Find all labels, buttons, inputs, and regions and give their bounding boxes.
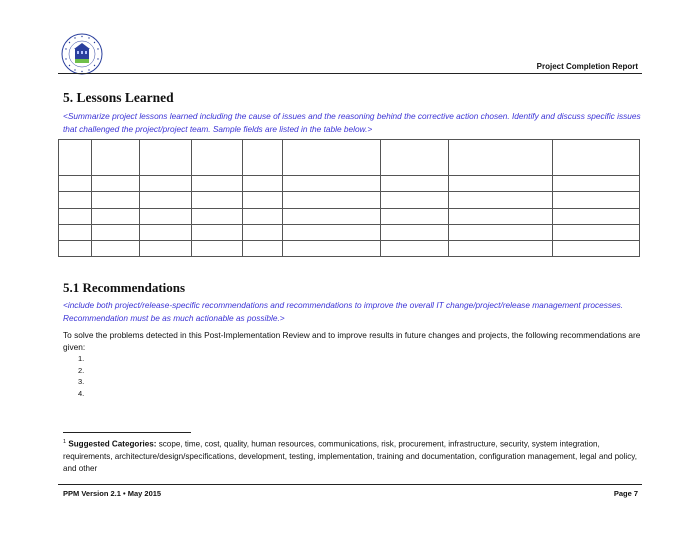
table-row [59,176,640,192]
section-heading-lessons-learned: 5. Lessons Learned [63,90,174,105]
table-cell[interactable] [381,192,449,208]
table-cell[interactable] [59,140,92,176]
table-cell[interactable] [282,224,381,240]
table-cell[interactable] [449,140,553,176]
table-cell[interactable] [282,240,381,256]
footer-version: PPM Version 2.1 • May 2015 [63,489,162,498]
recommendations-instructions: <include both project/release-specific recommendations and recommendations to improve the overall IT change/project/release management processes. Recommendation must be as much actionable as possible.> [63,300,624,323]
table-cell[interactable] [553,208,640,224]
table-cell[interactable] [91,192,139,208]
table-cell[interactable] [191,208,242,224]
table-cell[interactable] [59,224,92,240]
table-cell[interactable] [91,140,139,176]
footnote-text: scope, time, cost, quality, human resources, communications, risk, procurement, infrastructure, security, system integration, requirements, architecture/design/specifications, development, testing, implementation, training and documentation, configuration management, legal and policy, and other [63,439,637,473]
recommendations-list [78,353,84,400]
table-cell[interactable] [381,208,449,224]
table-cell[interactable] [91,208,139,224]
table-cell[interactable] [242,224,282,240]
section-heading-recommendations: 5.1 Recommendations [63,280,186,295]
table-cell[interactable] [449,224,553,240]
table-row [59,192,640,208]
table-cell[interactable] [191,192,242,208]
table-cell[interactable] [381,224,449,240]
table-cell[interactable] [139,208,191,224]
table-cell[interactable] [282,176,381,192]
footnote-divider [63,432,191,433]
table-cell[interactable] [191,140,242,176]
page-number: Page 7 [613,489,638,498]
table-cell[interactable] [449,208,553,224]
table-cell[interactable] [191,240,242,256]
table-cell[interactable] [242,140,282,176]
hud-seal-logo [58,32,106,76]
table-cell[interactable] [191,176,242,192]
list-item: 3. [78,377,85,387]
table-cell[interactable] [553,192,640,208]
lessons-learned-table [58,139,640,257]
table-cell[interactable] [553,140,640,176]
table-header-row [59,140,640,176]
table-cell[interactable] [91,224,139,240]
table-cell[interactable] [242,192,282,208]
footnote [63,436,643,475]
table-cell[interactable] [553,224,640,240]
table-cell[interactable] [191,224,242,240]
list-item: 4. [78,389,85,399]
table-cell[interactable] [553,176,640,192]
lessons-instructions: <Summarize project lessons learned including the cause of issues and the reasoning behind the corrective action chosen. Identify and discuss specific issues that challenged the project/project team. Sample fields are listed in the table below.> [63,111,641,134]
footnote-marker: 1 [63,439,67,445]
header-rule [58,73,642,74]
report-title: Project Completion Report [536,62,638,71]
table-cell[interactable] [242,240,282,256]
table-row [59,208,640,224]
table-cell[interactable] [282,192,381,208]
table-cell[interactable] [553,240,640,256]
table-row [59,224,640,240]
table-cell[interactable] [449,176,553,192]
table-cell[interactable] [282,140,381,176]
table-row [59,240,640,256]
table-cell[interactable] [282,208,381,224]
table-cell[interactable] [449,240,553,256]
footnote-label: Suggested Categories: [68,439,157,449]
table-cell[interactable] [242,208,282,224]
list-item: 2. [78,365,85,375]
table-cell[interactable] [59,192,92,208]
table-cell[interactable] [449,192,553,208]
list-item: 1. [78,354,85,363]
recommendations-intro: To solve the problems detected in this Post-Implementation Review and to improve results in future changes and projects, the following recommendations are given: [63,330,641,352]
table-cell[interactable] [381,240,449,256]
table-cell[interactable] [59,240,92,256]
footer-rule [58,484,642,485]
table-cell[interactable] [242,176,282,192]
table-cell[interactable] [381,140,449,176]
table-cell[interactable] [139,176,191,192]
table-cell[interactable] [59,176,92,192]
table-cell[interactable] [139,240,191,256]
table-cell[interactable] [381,176,449,192]
table-cell[interactable] [59,208,92,224]
table-cell[interactable] [91,240,139,256]
table-cell[interactable] [139,192,191,208]
table-cell[interactable] [91,176,139,192]
table-cell[interactable] [139,140,191,176]
table-cell[interactable] [139,224,191,240]
